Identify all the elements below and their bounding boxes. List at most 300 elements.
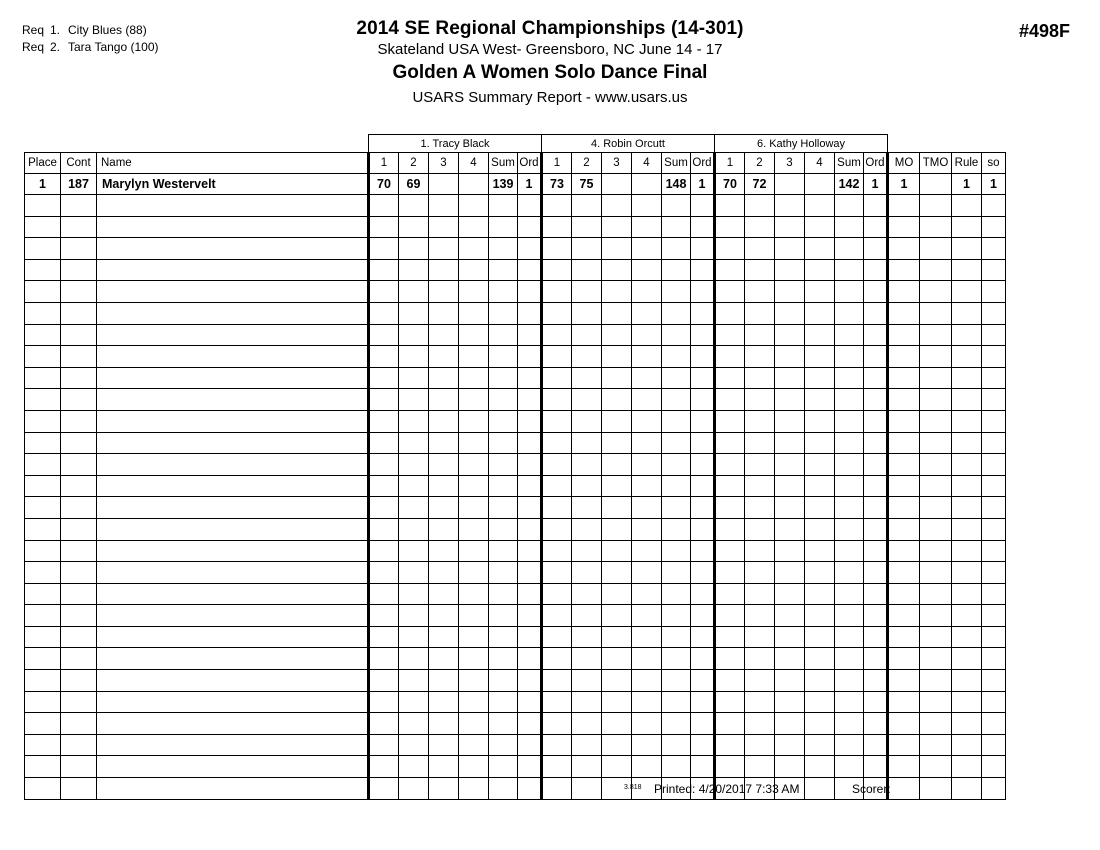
cell-empty (489, 734, 518, 756)
cell-empty (25, 454, 61, 476)
cell-empty (982, 626, 1006, 648)
cell-empty (399, 756, 429, 778)
cell-empty (691, 518, 715, 540)
cell-empty (61, 734, 97, 756)
cell-empty (662, 713, 691, 735)
cell-empty (489, 346, 518, 368)
cell-empty (429, 605, 459, 627)
cell-empty (691, 281, 715, 303)
cell-empty (459, 216, 489, 238)
cell-empty (97, 259, 369, 281)
cell-empty (691, 670, 715, 692)
cell-empty (745, 195, 775, 217)
cell-empty (61, 216, 97, 238)
cell-empty (97, 454, 369, 476)
cell-empty (715, 626, 745, 648)
cell-empty (715, 389, 745, 411)
cell-empty (369, 432, 399, 454)
cell-empty (542, 475, 572, 497)
cell-empty (429, 432, 459, 454)
cell-empty (369, 389, 399, 411)
cell-empty (864, 410, 888, 432)
cell-empty (662, 475, 691, 497)
cell-empty (572, 281, 602, 303)
col-j2-score-3: 3 (602, 153, 632, 174)
cell-empty (429, 583, 459, 605)
col-tmo: TMO (920, 153, 952, 174)
cell-empty (920, 432, 952, 454)
cell-empty (632, 238, 662, 260)
table-row-empty[interactable] (25, 238, 1006, 260)
cell-empty (775, 216, 805, 238)
report-subtitle: USARS Summary Report - www.usars.us (412, 89, 688, 106)
cell-empty (97, 302, 369, 324)
cell-empty (835, 648, 864, 670)
cell-empty (805, 756, 835, 778)
cell-empty (920, 583, 952, 605)
cell-empty (920, 734, 952, 756)
col-j3-ord: Ord (864, 153, 888, 174)
cell-empty (459, 432, 489, 454)
cell-empty (459, 713, 489, 735)
cell-empty (399, 281, 429, 303)
table-row-empty[interactable] (25, 346, 1006, 368)
cell-empty (662, 367, 691, 389)
cell-empty (602, 454, 632, 476)
cell-empty (399, 324, 429, 346)
cell-empty (489, 475, 518, 497)
cell-empty (459, 324, 489, 346)
cell-empty (982, 648, 1006, 670)
cell-empty (602, 346, 632, 368)
cell-empty (572, 540, 602, 562)
cell-empty (459, 734, 489, 756)
col-j2-score-4: 4 (632, 153, 662, 174)
col-j1-score-2: 2 (399, 153, 429, 174)
cell-empty (25, 346, 61, 368)
cell-empty (572, 713, 602, 735)
table-row-empty[interactable] (25, 389, 1006, 411)
cell-empty (61, 583, 97, 605)
cell-empty (489, 324, 518, 346)
cell-empty (459, 562, 489, 584)
cell-empty (982, 367, 1006, 389)
cell-empty (745, 756, 775, 778)
cell-empty (835, 432, 864, 454)
cell-empty (542, 238, 572, 260)
cell-empty (489, 367, 518, 389)
cell-empty (369, 346, 399, 368)
cell-empty (805, 540, 835, 562)
cell-empty (805, 432, 835, 454)
cell-empty (745, 648, 775, 670)
cell-empty (572, 605, 602, 627)
cell-empty (399, 497, 429, 519)
table-row[interactable] (25, 174, 1006, 195)
cell-empty (25, 389, 61, 411)
table-row-empty[interactable] (25, 281, 1006, 303)
cell-empty (864, 518, 888, 540)
col-j1-score-4: 4 (459, 153, 489, 174)
cell-empty (805, 648, 835, 670)
cell-empty (632, 691, 662, 713)
cell-empty (715, 713, 745, 735)
cell-empty (97, 346, 369, 368)
cell-empty (459, 195, 489, 217)
table-row-empty[interactable] (25, 475, 1006, 497)
cell-empty (952, 410, 982, 432)
scorer-label: Scorer: (852, 782, 891, 796)
table-row-empty[interactable] (25, 583, 1006, 605)
cell-empty (982, 734, 1006, 756)
cell-empty (399, 410, 429, 432)
cell-empty (982, 195, 1006, 217)
cell-empty (952, 518, 982, 540)
cell-empty (459, 583, 489, 605)
cell-empty (61, 518, 97, 540)
cell-empty (602, 302, 632, 324)
cell-empty (662, 734, 691, 756)
cell-empty (835, 259, 864, 281)
cell-empty (542, 216, 572, 238)
cell-empty (952, 367, 982, 389)
cell-empty (864, 691, 888, 713)
cell-empty (518, 281, 542, 303)
cell-empty (572, 346, 602, 368)
col-place: Place (25, 153, 61, 174)
cell-empty (97, 367, 369, 389)
cell-empty (691, 648, 715, 670)
cell-empty (602, 367, 632, 389)
cell-empty (489, 216, 518, 238)
cell-empty (459, 475, 489, 497)
cell-empty (489, 432, 518, 454)
cell-empty (805, 389, 835, 411)
cell-empty (864, 670, 888, 692)
table-row-empty[interactable] (25, 756, 1006, 778)
cell-empty (662, 432, 691, 454)
cell-empty (920, 497, 952, 519)
cell-empty (952, 734, 982, 756)
table-row-empty[interactable] (25, 670, 1006, 692)
cell-empty (888, 691, 920, 713)
cell-empty (369, 756, 399, 778)
cell-empty (888, 195, 920, 217)
table-row-empty[interactable] (25, 648, 1006, 670)
cell-empty (25, 540, 61, 562)
cell-empty (745, 259, 775, 281)
cell-empty (97, 648, 369, 670)
table-row-empty[interactable] (25, 259, 1006, 281)
cell-empty (459, 454, 489, 476)
cell-empty (952, 454, 982, 476)
cell-empty (518, 756, 542, 778)
cell-empty (369, 562, 399, 584)
cell-empty (775, 518, 805, 540)
cell-j2-ord: 1 (691, 174, 715, 195)
cell-empty (952, 346, 982, 368)
cell-empty (518, 648, 542, 670)
cell-empty (25, 518, 61, 540)
cell-empty (662, 756, 691, 778)
table-row-empty[interactable] (25, 410, 1006, 432)
cell-empty (775, 540, 805, 562)
cell-empty (399, 734, 429, 756)
cell-empty (489, 410, 518, 432)
cell-empty (602, 216, 632, 238)
cell-empty (982, 259, 1006, 281)
cell-empty (662, 583, 691, 605)
cell-empty (399, 648, 429, 670)
cell-empty (691, 259, 715, 281)
cell-empty (518, 195, 542, 217)
cell-empty (518, 475, 542, 497)
table-row-empty[interactable] (25, 626, 1006, 648)
cell-empty (572, 562, 602, 584)
cell-empty (369, 281, 399, 303)
cell-empty (920, 648, 952, 670)
cell-empty (662, 216, 691, 238)
cell-empty (715, 518, 745, 540)
cell-empty (835, 497, 864, 519)
table-row-empty[interactable] (25, 454, 1006, 476)
cell-empty (920, 324, 952, 346)
cell-empty (888, 734, 920, 756)
cell-empty (952, 670, 982, 692)
cell-empty (97, 281, 369, 303)
cell-empty (459, 259, 489, 281)
cell-empty (542, 367, 572, 389)
cell-empty (429, 540, 459, 562)
cell-empty (25, 410, 61, 432)
cell-empty (745, 583, 775, 605)
col-j1-sum: Sum (489, 153, 518, 174)
cell-empty (691, 216, 715, 238)
cell-empty (602, 540, 632, 562)
cell-j3-score-4 (805, 174, 835, 195)
cell-empty (662, 259, 691, 281)
cell-empty (864, 389, 888, 411)
cell-empty (25, 259, 61, 281)
cell-empty (835, 518, 864, 540)
cell-empty (602, 432, 632, 454)
table-row-empty[interactable] (25, 713, 1006, 735)
cell-empty (715, 734, 745, 756)
cell-empty (632, 346, 662, 368)
cell-empty (888, 605, 920, 627)
cell-empty (369, 367, 399, 389)
cell-empty (369, 259, 399, 281)
cell-empty (775, 367, 805, 389)
document-footer (24, 780, 1036, 800)
cell-empty (745, 497, 775, 519)
table-row-empty[interactable] (25, 691, 1006, 713)
cell-empty (888, 562, 920, 584)
cell-empty (572, 259, 602, 281)
cell-empty (572, 756, 602, 778)
cell-empty (864, 367, 888, 389)
table-row-empty[interactable] (25, 562, 1006, 584)
cell-empty (369, 238, 399, 260)
cell-empty (775, 195, 805, 217)
cell-empty (25, 648, 61, 670)
cell-empty (25, 432, 61, 454)
cell-empty (920, 605, 952, 627)
cell-empty (982, 238, 1006, 260)
cell-empty (888, 540, 920, 562)
table-row-empty[interactable] (25, 216, 1006, 238)
cell-empty (864, 734, 888, 756)
cell-empty (459, 497, 489, 519)
cell-empty (429, 562, 459, 584)
cell-empty (97, 432, 369, 454)
cell-empty (745, 432, 775, 454)
table-row-empty[interactable] (25, 432, 1006, 454)
cell-empty (715, 195, 745, 217)
cell-empty (982, 540, 1006, 562)
table-row-empty[interactable] (25, 195, 1006, 217)
cell-j2-score-4 (632, 174, 662, 195)
cell-empty (459, 626, 489, 648)
cell-empty (662, 238, 691, 260)
cell-empty (835, 626, 864, 648)
cell-empty (805, 367, 835, 389)
cell-empty (542, 518, 572, 540)
cell-empty (888, 302, 920, 324)
cell-empty (399, 216, 429, 238)
cell-empty (518, 367, 542, 389)
cell-empty (25, 497, 61, 519)
cell-empty (399, 691, 429, 713)
cell-empty (745, 346, 775, 368)
cell-empty (920, 562, 952, 584)
cell-empty (952, 648, 982, 670)
cell-empty (691, 691, 715, 713)
cell-empty (369, 518, 399, 540)
cell-empty (775, 605, 805, 627)
table-row-empty[interactable] (25, 734, 1006, 756)
cell-empty (835, 324, 864, 346)
cell-empty (459, 691, 489, 713)
cell-empty (518, 605, 542, 627)
cell-empty (572, 670, 602, 692)
cell-empty (745, 238, 775, 260)
cell-empty (715, 302, 745, 324)
cell-empty (542, 432, 572, 454)
form-code: 3.818 (624, 784, 642, 791)
cell-empty (775, 238, 805, 260)
cell-empty (61, 324, 97, 346)
cell-empty (662, 454, 691, 476)
cell-empty (864, 540, 888, 562)
cell-empty (835, 195, 864, 217)
cell-empty (662, 648, 691, 670)
cell-empty (835, 238, 864, 260)
cell-empty (805, 583, 835, 605)
cell-empty (775, 475, 805, 497)
table-row-empty[interactable] (25, 605, 1006, 627)
cell-empty (97, 475, 369, 497)
cell-empty (805, 454, 835, 476)
col-j3-score-2: 2 (745, 153, 775, 174)
cell-j2-score-3 (602, 174, 632, 195)
cell-empty (602, 713, 632, 735)
cell-empty (864, 626, 888, 648)
cell-empty (572, 367, 602, 389)
cell-empty (835, 389, 864, 411)
cell-empty (888, 454, 920, 476)
cell-empty (25, 367, 61, 389)
cell-empty (542, 691, 572, 713)
cell-empty (805, 195, 835, 217)
cell-empty (61, 367, 97, 389)
cell-empty (97, 497, 369, 519)
cell-empty (61, 302, 97, 324)
cell-empty (982, 713, 1006, 735)
cell-empty (369, 670, 399, 692)
cell-empty (369, 605, 399, 627)
col-name: Name (97, 153, 369, 174)
cell-empty (399, 346, 429, 368)
cell-empty (369, 454, 399, 476)
judge-1-label: 1. Tracy Black (369, 135, 542, 153)
cell-empty (518, 626, 542, 648)
cell-empty (805, 691, 835, 713)
cell-empty (805, 734, 835, 756)
cell-empty (602, 410, 632, 432)
cell-empty (775, 670, 805, 692)
requirement-number: 2. (50, 40, 61, 54)
cell-empty (864, 497, 888, 519)
cell-empty (952, 562, 982, 584)
col-j3-score-4: 4 (805, 153, 835, 174)
cell-empty (489, 691, 518, 713)
cell-empty (920, 346, 952, 368)
cell-empty (25, 195, 61, 217)
table-row-empty[interactable] (25, 497, 1006, 519)
cell-empty (952, 324, 982, 346)
cell-empty (920, 410, 952, 432)
cell-empty (715, 540, 745, 562)
requirement-label: Req (22, 40, 45, 54)
cell-empty (952, 475, 982, 497)
table-row-empty[interactable] (25, 367, 1006, 389)
table-row-empty[interactable] (25, 324, 1006, 346)
cell-empty (835, 410, 864, 432)
cell-empty (97, 626, 369, 648)
cell-empty (489, 540, 518, 562)
judge-3-label: 6. Kathy Holloway (715, 135, 888, 153)
cell-empty (542, 302, 572, 324)
table-row-empty[interactable] (25, 540, 1006, 562)
cell-empty (542, 259, 572, 281)
cell-empty (775, 756, 805, 778)
cell-empty (745, 454, 775, 476)
col-j3-score-1: 1 (715, 153, 745, 174)
table-row-empty[interactable] (25, 518, 1006, 540)
table-row-empty[interactable] (25, 302, 1006, 324)
cell-empty (691, 540, 715, 562)
cell-empty (982, 324, 1006, 346)
cell-empty (982, 302, 1006, 324)
cell-j1-sum: 139 (489, 174, 518, 195)
cell-empty (632, 259, 662, 281)
col-j3-score-3: 3 (775, 153, 805, 174)
cell-empty (632, 324, 662, 346)
cell-empty (715, 475, 745, 497)
cell-empty (542, 756, 572, 778)
cell-empty (429, 734, 459, 756)
